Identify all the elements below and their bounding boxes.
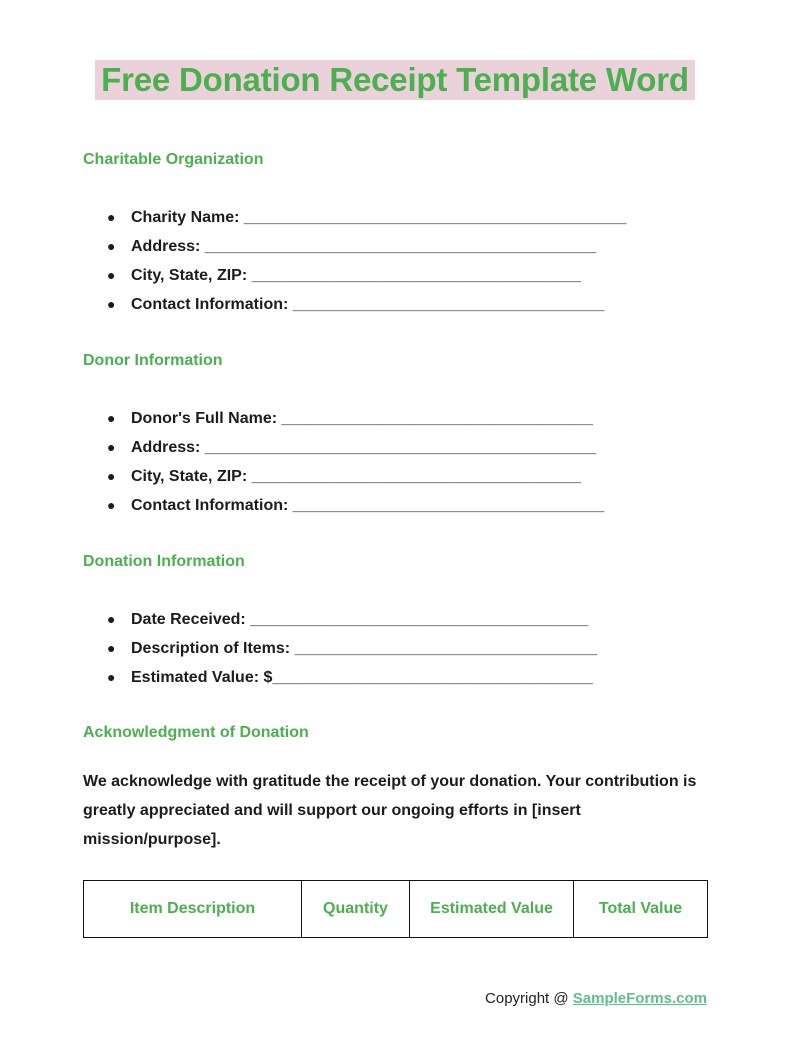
field-charity-contact[interactable]: Contact Information: ___________________________________: [131, 296, 605, 313]
field-estimated-value[interactable]: Estimated Value: $____________________________________: [131, 669, 593, 686]
column-header-estimated-value: Estimated Value: [410, 881, 574, 938]
list-item: [83, 261, 627, 290]
sampleforms-link[interactable]: SampleForms.com: [572, 990, 707, 1007]
section-heading-acknowledgment: Acknowledgment of Donation: [83, 724, 309, 741]
donation-fields-list: [83, 605, 597, 692]
field-charity-city-state-zip[interactable]: City, State, ZIP: _____________________________________: [131, 267, 581, 284]
field-donor-contact[interactable]: Contact Information: ___________________________________: [131, 497, 605, 514]
table-header-row: [84, 881, 708, 938]
copyright-text: Copyright @: [485, 990, 573, 1007]
bullet-icon: ●: [107, 410, 116, 426]
bullet-icon: ●: [107, 267, 116, 283]
list-item: [83, 663, 597, 692]
bullet-icon: ●: [107, 209, 116, 225]
list-item: [83, 605, 597, 634]
list-item: [83, 404, 604, 433]
list-item: [83, 290, 627, 319]
list-item: [83, 491, 604, 520]
charity-fields-list: [83, 203, 627, 319]
field-charity-address[interactable]: Address: ____________________________________________: [131, 238, 597, 255]
bullet-icon: ●: [107, 640, 116, 656]
section-heading-donor-information: Donor Information: [83, 352, 223, 369]
bullet-icon: ●: [107, 439, 116, 455]
field-donor-address[interactable]: Address: ____________________________________________: [131, 439, 597, 456]
list-item: [83, 634, 597, 663]
donor-fields-list: [83, 404, 604, 520]
acknowledgment-paragraph: We acknowledge with gratitude the receipt of your donation. Your contribution is greatly appreciated and will support our ongoing efforts in [insert mission/purpose].: [83, 773, 697, 848]
bullet-icon: ●: [107, 611, 116, 627]
section-heading-donation-information: Donation Information: [83, 553, 245, 570]
page-title: Free Donation Receipt Template Word: [95, 60, 695, 100]
bullet-icon: ●: [107, 468, 116, 484]
field-donor-name[interactable]: Donor's Full Name: ___________________________________: [131, 410, 593, 427]
bullet-icon: ●: [107, 497, 116, 513]
copyright-footer: [485, 990, 707, 1007]
list-item: [83, 433, 604, 462]
column-header-item-description: Item Description: [84, 881, 302, 938]
field-charity-name[interactable]: Charity Name: ___________________________________________: [131, 209, 627, 226]
column-header-quantity: Quantity: [302, 881, 410, 938]
bullet-icon: ●: [107, 238, 116, 254]
list-item: [83, 232, 627, 261]
bullet-icon: ●: [107, 669, 116, 685]
field-description-of-items[interactable]: Description of Items: __________________________________: [131, 640, 598, 657]
field-donor-city-state-zip[interactable]: City, State, ZIP: _____________________________________: [131, 468, 581, 485]
list-item: [83, 462, 604, 491]
field-date-received[interactable]: Date Received: ______________________________________: [131, 611, 589, 628]
section-heading-charitable-organization: Charitable Organization: [83, 151, 264, 168]
bullet-icon: ●: [107, 296, 116, 312]
column-header-total-value: Total Value: [574, 881, 708, 938]
donation-items-table: [83, 880, 708, 938]
list-item: [83, 203, 627, 232]
